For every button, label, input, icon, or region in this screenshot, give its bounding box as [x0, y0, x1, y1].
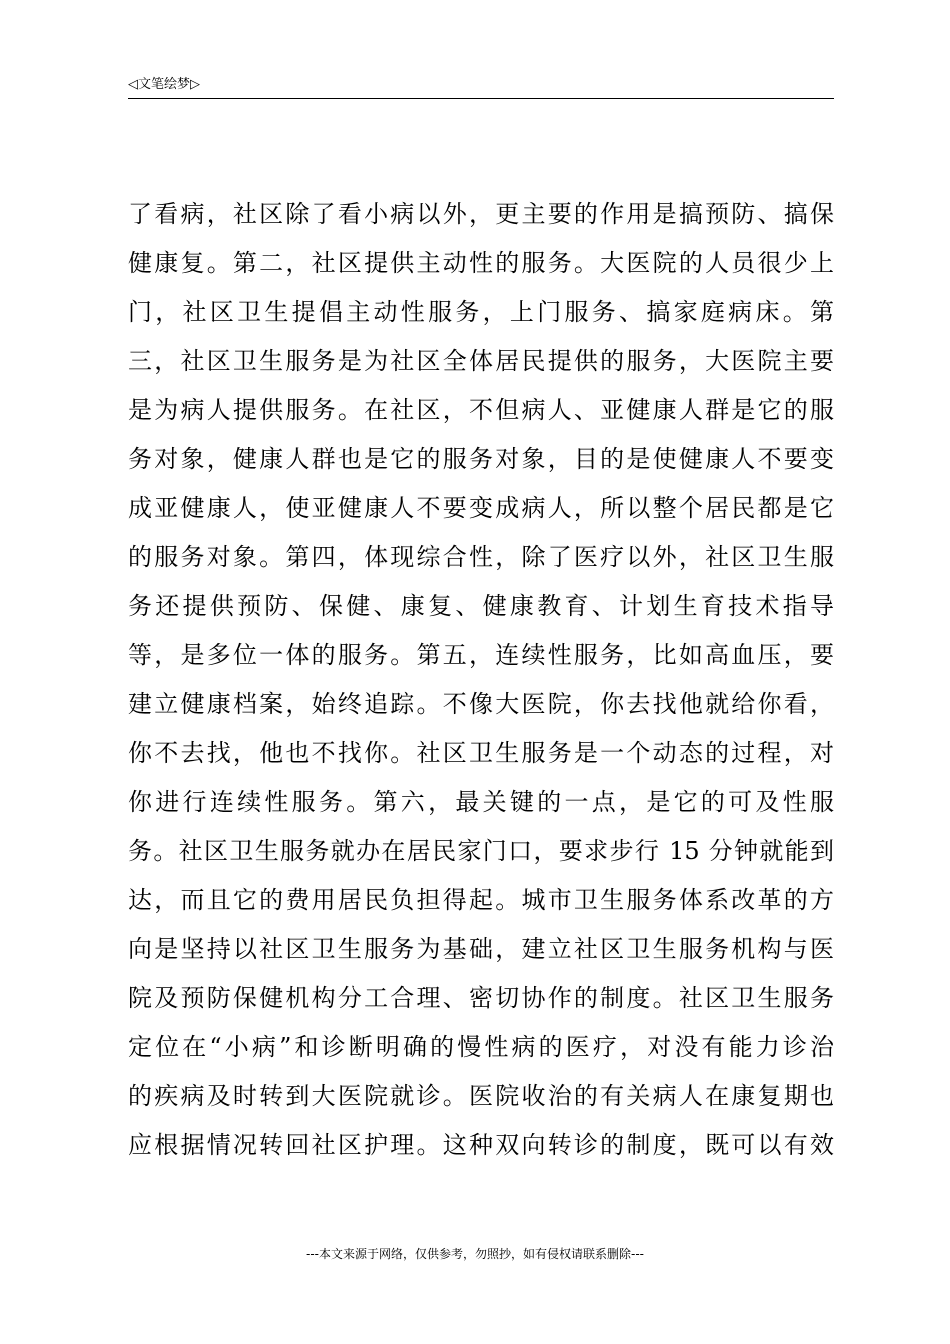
body-line: 务对象，健康人群也是它的服务对象，目的是使健康人不要变 [128, 445, 834, 473]
page-footer: ---本文来源于网络，仅供参考，勿照抄，如有侵权请联系删除--- [306, 1247, 644, 1261]
document-body [128, 190, 834, 1170]
body-line: 门，社区卫生提倡主动性服务，上门服务、搞家庭病床。第 [128, 298, 834, 326]
body-line: 达，而且它的费用居民负担得起。城市卫生服务体系改革的方 [128, 886, 834, 914]
body-line: 是为病人提供服务。在社区，不但病人、亚健康人群是它的服 [128, 396, 834, 424]
body-line: 务还提供预防、保健、康复、健康教育、计划生育技术指导 [128, 592, 834, 620]
body-line: 务。社区卫生服务就办在居民家门口，要求步行 15 分钟就能到 [128, 837, 834, 865]
body-line: 建立健康档案，始终追踪。不像大医院，你去找他就给你看， [128, 690, 834, 718]
body-line: 等，是多位一体的服务。第五，连续性服务，比如高血压，要 [128, 641, 834, 669]
body-line: 三，社区卫生服务是为社区全体居民提供的服务，大医院主要 [128, 347, 834, 375]
body-line: 院及预防保健机构分工合理、密切协作的制度。社区卫生服务 [128, 984, 834, 1012]
body-line: 你进行连续性服务。第六，最关键的一点，是它的可及性服 [128, 788, 834, 816]
body-line: 了看病，社区除了看小病以外，更主要的作用是搞预防、搞保 [128, 200, 834, 228]
page-header [128, 74, 834, 99]
header-title: ◁文笔绘梦▷ [128, 77, 200, 92]
body-line: 向是坚持以社区卫生服务为基础，建立社区卫生服务机构与医 [128, 935, 834, 963]
body-line: 定位在“小病”和诊断明确的慢性病的医疗，对没有能力诊治 [128, 1033, 834, 1061]
body-line: 的疾病及时转到大医院就诊。医院收治的有关病人在康复期也 [128, 1082, 834, 1110]
body-line: 的服务对象。第四，体现综合性，除了医疗以外，社区卫生服 [128, 543, 834, 571]
body-line: 你不去找，他也不找你。社区卫生服务是一个动态的过程，对 [128, 739, 834, 767]
body-line: 健康复。第二，社区提供主动性的服务。大医院的人员很少上 [128, 249, 834, 277]
body-line: 应根据情况转回社区护理。这种双向转诊的制度，既可以有效 [128, 1131, 834, 1159]
body-line: 成亚健康人，使亚健康人不要变成病人，所以整个居民都是它 [128, 494, 834, 522]
